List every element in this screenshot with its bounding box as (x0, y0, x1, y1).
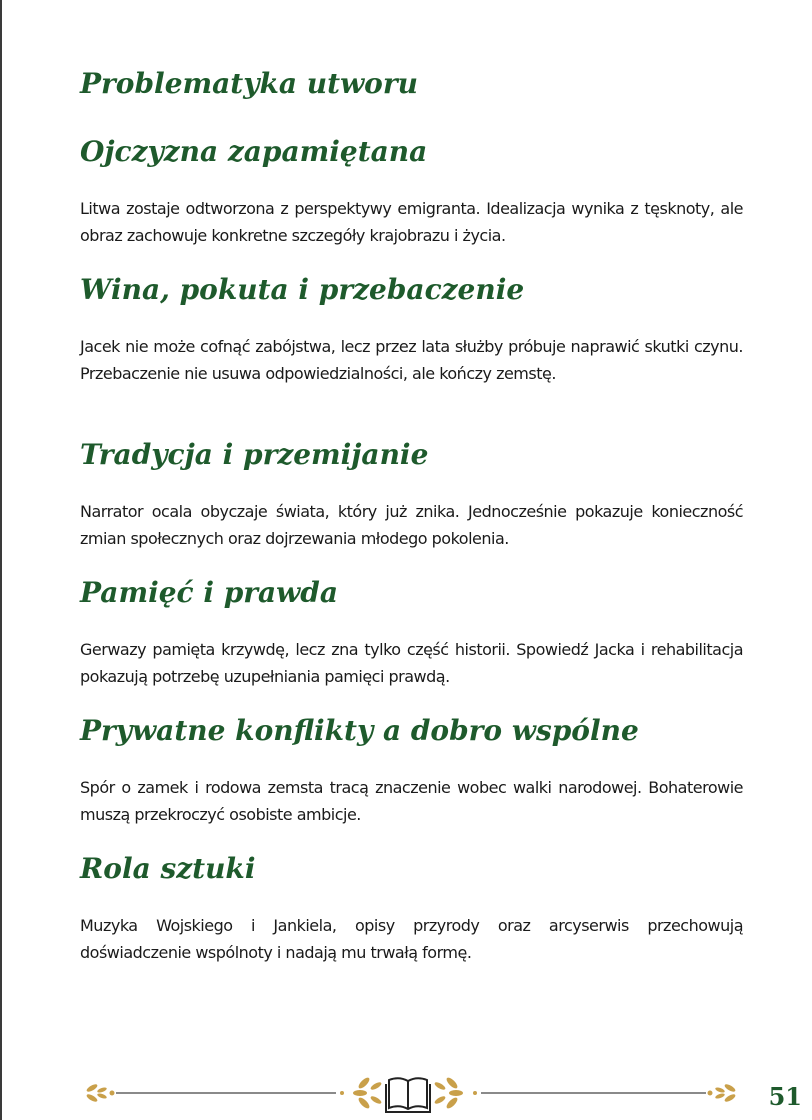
section-text-memory: Gerwazy pamięta krzywdę, lecz zna tylko część historii. Spowiedź Jacka i rehabilitacja pokazują potrzebę uzupełniania pamięci prawdą. (80, 640, 743, 686)
section-heading-guilt: Wina, pokuta i przebaczenie (80, 273, 525, 306)
page-number: 51 (768, 1082, 802, 1111)
open-book-icon (386, 1078, 430, 1112)
right-laurel-icon (708, 1083, 737, 1103)
section-heading-homeland: Ojczyzna zapamiętana (80, 135, 428, 168)
right-center-laurel-icon (434, 1076, 463, 1110)
section-text-homeland: Litwa zostaje odtworzona z perspektywy emigranta. Idealizacja wynika z tęsknoty, ale obraz zachowuje konkretne szczegóły krajobrazu i życia. (80, 199, 743, 245)
left-laurel-icon (86, 1083, 115, 1103)
page-footer (0, 1066, 812, 1120)
section-text-tradition: Narrator ocala obyczaje świata, który już znika. Jednocześnie pokazuje konieczność zmian społecznych oraz dojrzewania młodego pokolenia. (80, 502, 743, 548)
page-edge-line (0, 0, 2, 1120)
section-text-art: Muzyka Wojskiego i Jankiela, opisy przyrody oraz arcyserwis przechowują doświadczenie wspólnoty i nadają mu trwałą formę. (80, 916, 743, 962)
left-center-laurel-icon (353, 1076, 382, 1110)
section-heading-memory: Pamięć i prawda (80, 576, 339, 609)
section-heading-conflicts: Prywatne konflikty a dobro wspólne (80, 714, 639, 747)
section-heading-art: Rola sztuki (80, 852, 256, 885)
footer-ornament (0, 1066, 812, 1120)
page-title: Problematyka utworu (80, 67, 418, 100)
section-text-conflicts: Spór o zamek i rodowa zemsta tracą znaczenie wobec walki narodowej. Bohaterowie muszą przekroczyć osobiste ambicje. (80, 778, 743, 824)
section-text-guilt: Jacek nie może cofnąć zabójstwa, lecz przez lata służby próbuje naprawić skutki czynu. Przebaczenie nie usuwa odpowiedzialności, ale kończy zemstę. (80, 337, 743, 383)
section-heading-tradition: Tradycja i przemijanie (80, 438, 429, 471)
